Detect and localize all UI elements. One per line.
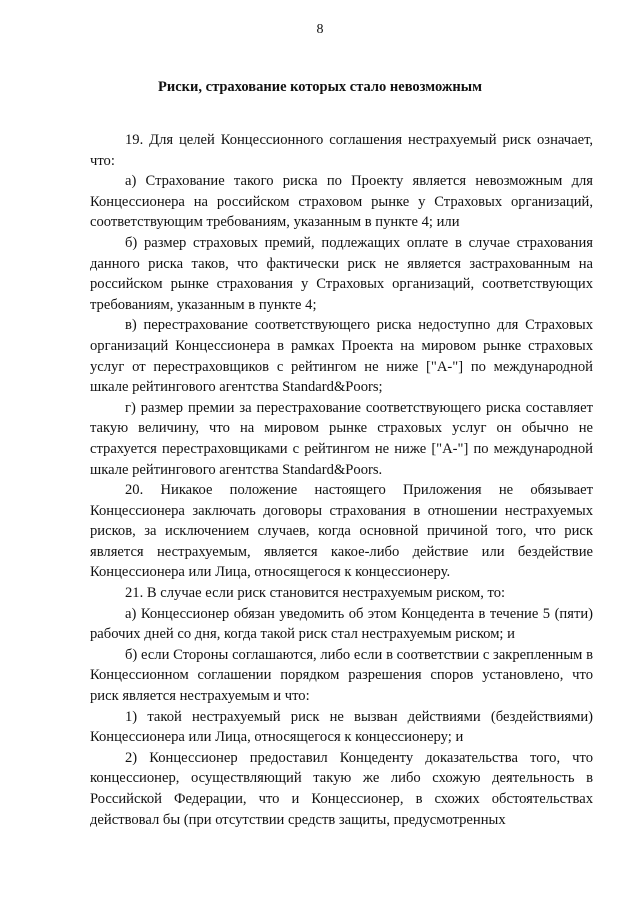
- paragraph-21: 21. В случае если риск становится нестрахуемым риском, то:: [125, 585, 506, 602]
- paragraph-19-v: в) перестрахование соответствующего риска недоступно для Страховых организаций Концессионера в рамках Проекта на мировом рынке страховых услуг от перестраховщиков с рейтингом не ниже ["А-"] по международной шкале рейтингового агентства Standard&Poors;: [90, 317, 593, 396]
- paragraph-19: 19. Для целей Концессионного соглашения нестрахуемый риск означает, что:: [90, 132, 593, 169]
- page-number: 8: [316, 22, 324, 37]
- paragraph-19-b: б) размер страховых премий, подлежащих оплате в случае страхования данного риска таков, что фактически риск не является застрахованным на российском рынке страхования у Страховых организаций, соответствующих требованиям, указанным в пункте 4;: [90, 234, 593, 313]
- paragraph-19-g: г) размер премии за перестрахование соответствующего риска составляет такую величину, что на мировом рынке страховых услуг он обычно не страхуется перестраховщиками с рейтингом не ниже ["А-"] по международной шкале рейтингового агентства Standard&Poors.: [90, 399, 593, 478]
- section-title: Риски, страхование которых стало невозможным: [158, 79, 482, 95]
- paragraph-21-b: б) если Стороны соглашаются, либо если в соответствии с закрепленным в Концессионном соглашении порядком разрешения споров установлено, что риск является нестрахуемым и что:: [90, 646, 593, 705]
- document-body: [90, 130, 593, 830]
- paragraph-21-a: а) Концессионер обязан уведомить об этом Концедента в течение 5 (пяти) рабочих дней со дня, когда такой риск стал нестрахуемым риском; и: [90, 605, 593, 643]
- paragraph-21-b-1: 1) такой нестрахуемый риск не вызван действиями (бездействиями) Концессионера или Лица, относящегося к концессионеру; и: [90, 708, 593, 746]
- paragraph-19-a: а) Страхование такого риска по Проекту является невозможным для Концессионера на российском страховом рынке у Страховых организаций, соответствующим требованиям, указанным в пункте 4; или: [90, 173, 593, 231]
- paragraph-20: 20. Никакое положение настоящего Приложения не обязывает Концессионера заключать договоры страхования в отношении нестрахуемых рисков, за исключением случаев, когда основной причиной того, что риск является нестрахуемым, является какое-либо действие или бездействие Концессионера или Лица, относящегося к концессионеру.: [90, 482, 593, 581]
- paragraph-21-b-2: 2) Концессионер предоставил Концеденту доказательства того, что концессионер, осуществляющий такую же либо схожую деятельность в Российской Федерации, что и Концессионер, в схожих обстоятельствах действовал бы (при отсутствии средств защиты, предусмотренных: [90, 749, 593, 828]
